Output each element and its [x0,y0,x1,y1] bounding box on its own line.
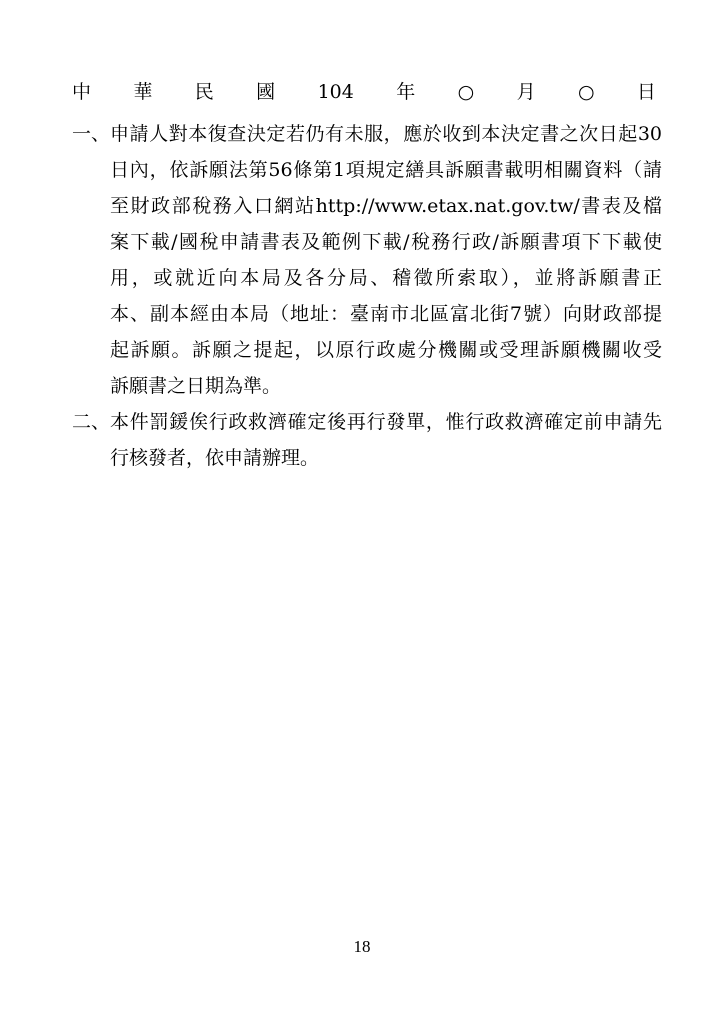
text-line: 申請人對本復查決定若仍有未服，應於收到本決定書之次日起30 [110,123,662,145]
date-char: 華 [133,81,153,103]
text-line: 本、副本經由本局（地址：臺南市北區富北街7號）向財政部提 [110,303,662,325]
date-char: 日 [636,81,656,103]
text-line: 日內，依訴願法第56條第1項規定繕具訴願書載明相關資料（請 [110,159,662,181]
item-body [110,116,662,404]
text-line: 行核發者，依申請辦理。 [110,447,320,469]
text-line: 訴願書之日期為準。 [110,375,282,397]
text-line: 起訴願。訴願之提起，以原行政處分機關或受理訴願機關收受 [110,339,662,361]
date-line [72,78,656,106]
appeal-instructions-item [72,116,662,404]
text-line: 案下載/國稅申請書表及範例下載/稅務行政/訴願書項下下載使 [110,231,662,253]
text-line: 本件罰鍰俟行政救濟確定後再行發單，惟行政救濟確定前申請先 [110,411,662,433]
item-body [110,404,662,476]
item-marker: 一、 [72,123,111,145]
date-char: 年 [396,81,416,103]
date-char: 民 [194,81,214,103]
date-char: 月 [516,81,536,103]
text-line: 用，或就近向本局及各分局、稽徵所索取），並將訴願書正 [110,267,662,289]
date-char: 中 [72,81,92,103]
penalty-notice-item [72,404,662,476]
date-year: 104 [317,81,354,103]
date-day-blank: ○ [577,81,595,103]
date-char: 國 [256,81,276,103]
text-line: 至財政部稅務入口網站http://www.etax.nat.gov.tw/書表及檔 [110,195,662,217]
page-number: 18 [353,937,371,956]
item-marker: 二、 [72,411,111,433]
date-month-blank: ○ [457,81,475,103]
